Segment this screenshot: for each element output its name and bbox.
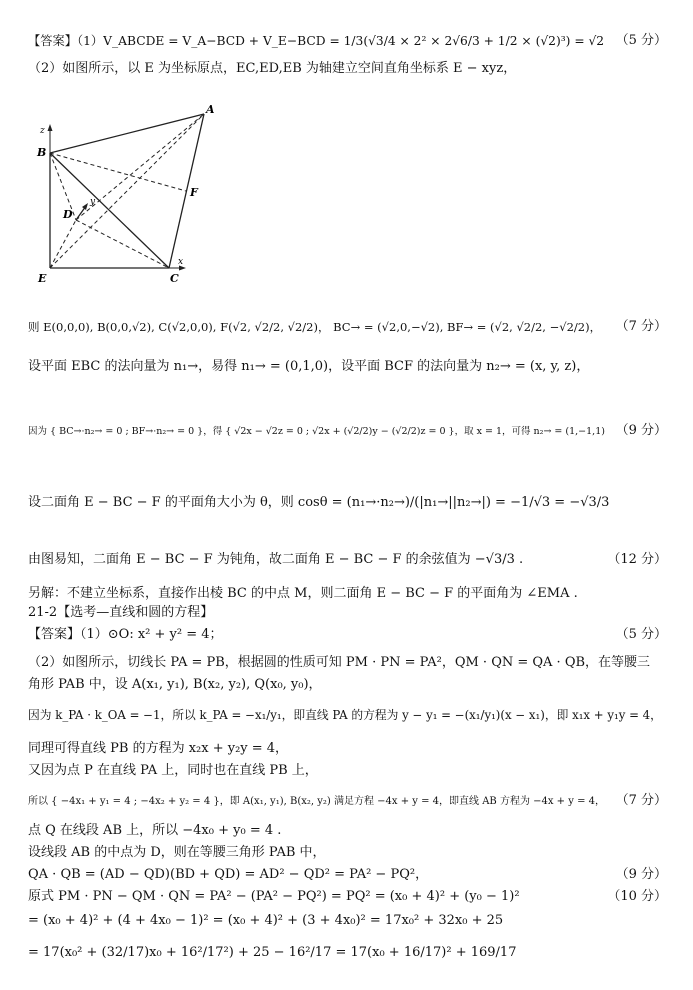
section-heading-21-2 <box>28 604 667 622</box>
qa-qb-line <box>28 866 667 884</box>
line-pb-text: 同理可得直线 PB 的方程为 x₂x + y₂y = 4， <box>28 741 289 756</box>
system2-text: 所以 { −4x₁ + y₁ = 4 ; −4x₂ + y₂ = 4 }，即 A(x₁, y₁), B(x₂, y₂) 满足方程 −4x + y = 4，即直线 AB 方程为 −4x + y = 4， <box>28 796 605 807</box>
score-label: （7 分） <box>615 319 667 334</box>
normal-vector-text: 设平面 EBC 的法向量为 n₁→，易得 n₁→ = (0,1,0)，设平面 BCF 的法向量为 n₂→ = (x, y, z)， <box>28 359 590 374</box>
alternative-solution-text: 另解：不建立坐标系，直接作出棱 BC 的中点 M，则二面角 E − BC − F 的平面角为 ∠EMA . <box>28 586 578 601</box>
expansion-line-2 <box>28 944 667 962</box>
point-label-d: D <box>63 208 73 221</box>
blunt-angle-text: 由图易知，二面角 E − BC − F 为钝角，故二面角 E − BC − F 的余弦值为 −√3/3 . <box>28 552 524 567</box>
part2-text-b: 角形 PAB 中，设 A(x₁, y₁), B(x₂, y₂), Q(x₀, y₀)， <box>28 677 322 692</box>
alternative-solution-line <box>28 585 667 603</box>
point-p-text: 又因为点 P 在直线 PA 上，同时也在直线 PB 上， <box>28 763 318 778</box>
point-label-b: B <box>37 146 47 159</box>
expansion-text-1: = (x₀ + 4)² + (4 + 4x₀ − 1)² = (x₀ + 4)² + (3 + 4x₀)² = 17x₀² + 32x₀ + 25 <box>28 913 504 928</box>
midpoint-text: 设线段 AB 的中点为 D，则在等腰三角形 PAB 中， <box>28 845 326 860</box>
original-expression-line <box>28 888 667 906</box>
answer-21-part1-line <box>28 626 667 644</box>
axis-label-z: z <box>40 126 45 136</box>
score-label: （9 分） <box>615 423 667 438</box>
score-label: （10 分） <box>607 889 667 904</box>
part2-text-a: （2）如图所示，切线长 PA = PB，根据圆的性质可知 PM · PN = PA²，QM · QN = QA · QB，在等腰三 <box>28 655 651 670</box>
score-label: （5 分） <box>615 33 667 48</box>
point-label-f: F <box>190 186 198 199</box>
answer-part1-line <box>28 32 667 51</box>
score-label: （7 分） <box>615 793 667 808</box>
coordinates-text: 则 E(0,0,0), B(0,0,√2), C(√2,0,0), F(√2, √2/2, √2/2)， BC→ = (√2,0,−√2), BF→ = (√2, √2/2, −√2/2)， <box>28 320 602 334</box>
slope-text: 因为 k_PA · k_OA = −1，所以 k_PA = −x₁/y₁，即直线 PA 的方程为 y − y₁ = −(x₁/y₁)(x − x₁)，即 x₁x + y₁y = 4， <box>28 708 662 722</box>
point-q-line <box>28 822 667 840</box>
part2-line-a <box>28 654 667 672</box>
axis-label-x: x <box>178 257 184 267</box>
cosine-line <box>28 494 667 512</box>
expansion-text-2: = 17(x₀² + (32/17)x₀ + 16²/17²) + 25 − 16²/17 = 17(x₀ + 16/17)² + 169/17 <box>28 945 517 960</box>
point-p-line <box>28 762 667 780</box>
geometry-figure <box>28 100 268 290</box>
axis-label-y: y <box>90 197 96 207</box>
point-q-text: 点 Q 在线段 AB 上，所以 −4x₀ + y₀ = 4 . <box>28 823 282 838</box>
system-line <box>28 422 667 441</box>
coordinates-line <box>28 318 667 337</box>
qa-qb-text: QA · QB = (AD − QD)(BD + QD) = AD² − QD² = PA² − PQ²， <box>28 867 429 882</box>
expansion-line-1 <box>28 912 667 930</box>
section-heading-text: 21-2【选考—直线和圆的方程】 <box>28 605 214 620</box>
normal-vector-line <box>28 358 667 376</box>
answer-part1-text: 【答案】（1）V_ABCDE = V_A−BCD + V_E−BCD = 1/3(√3/4 × 2² × 2√6/3 + 1/2 × (√2)³) = √2 <box>28 34 605 48</box>
slope-line <box>28 706 667 725</box>
system2-line <box>28 792 667 811</box>
score-label: （9 分） <box>615 867 667 882</box>
blunt-angle-line <box>28 551 667 569</box>
original-expression-text: 原式 PM · PN − QM · QN = PA² − (PA² − PQ²) = PQ² = (x₀ + 4)² + (y₀ − 1)² <box>28 889 520 904</box>
score-label: （5 分） <box>615 627 667 642</box>
system-text: 因为 { BC→·n₂→ = 0 ; BF→·n₂→ = 0 }，得 { √2x − √2z = 0 ; √2x + (√2/2)y − (√2/2)z = 0 }，取 x = 1，可得 n₂→ = (1,−1,1) <box>28 426 605 437</box>
midpoint-line <box>28 844 667 862</box>
cosine-text: 设二面角 E − BC − F 的平面角大小为 θ，则 cosθ = (n₁→·n₂→)/(|n₁→||n₂→|) = −1/√3 = −√3/3 <box>28 495 610 510</box>
point-label-a: A <box>206 103 215 116</box>
score-label: （12 分） <box>607 552 667 567</box>
line-pb <box>28 740 667 758</box>
part2-intro-text: （2）如图所示，以 E 为坐标原点，EC,ED,EB 为轴建立空间直角坐标系 E − xyz， <box>28 61 517 76</box>
answer-21-part1-text: 【答案】（1）⊙O: x² + y² = 4； <box>28 627 223 642</box>
point-label-e: E <box>38 272 47 285</box>
point-label-c: C <box>170 272 179 285</box>
part2-line-b <box>28 676 667 694</box>
part2-intro-line <box>28 60 667 78</box>
